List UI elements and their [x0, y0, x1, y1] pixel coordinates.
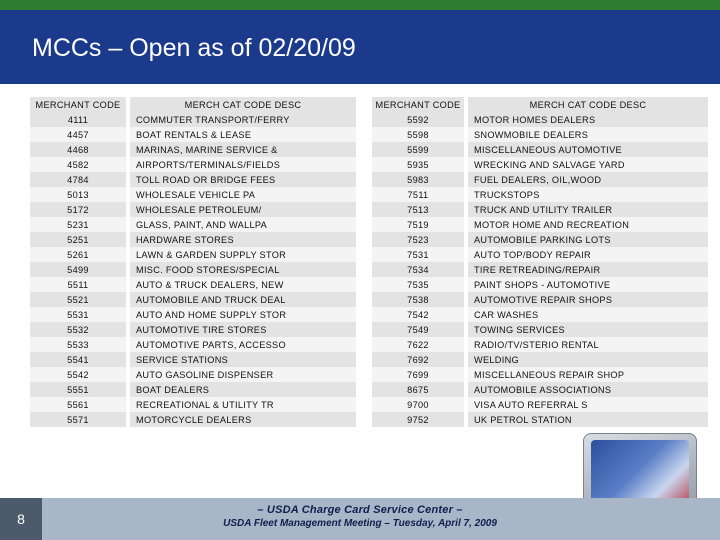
- table-row: [30, 397, 356, 412]
- merchant-desc-cell: AUTOMOBILE PARKING LOTS: [468, 232, 708, 247]
- merchant-desc-cell: AUTOMOTIVE PARTS, ACCESSO: [130, 337, 356, 352]
- table-row: [30, 337, 356, 352]
- merchant-desc-cell: AUTOMOBILE AND TRUCK DEAL: [130, 292, 356, 307]
- merchant-desc-cell: COMMUTER TRANSPORT/FERRY: [130, 112, 356, 127]
- table-row: [30, 277, 356, 292]
- merchant-desc-cell: WELDING: [468, 352, 708, 367]
- top-accent-stripe: [0, 0, 720, 10]
- table-row: [372, 352, 708, 367]
- table-row: [30, 142, 356, 157]
- merchant-code-cell: 4582: [30, 157, 126, 172]
- table-row: [30, 127, 356, 142]
- merchant-desc-cell: AUTOMOTIVE TIRE STORES: [130, 322, 356, 337]
- merchant-code-cell: 5172: [30, 202, 126, 217]
- merchant-desc-cell: UK PETROL STATION: [468, 412, 708, 427]
- merchant-code-cell: 7542: [372, 307, 464, 322]
- merchant-code-cell: 5551: [30, 382, 126, 397]
- merchant-code-cell: 5592: [372, 112, 464, 127]
- merchant-desc-cell: RECREATIONAL & UTILITY TR: [130, 397, 356, 412]
- table-row: [30, 247, 356, 262]
- table-row: [372, 172, 708, 187]
- merchant-code-cell: 5598: [372, 127, 464, 142]
- merchant-desc-cell: AUTO & TRUCK DEALERS, NEW: [130, 277, 356, 292]
- merchant-code-cell: 5511: [30, 277, 126, 292]
- table-row: [372, 277, 708, 292]
- merchant-desc-cell: PAINT SHOPS - AUTOMOTIVE: [468, 277, 708, 292]
- merchant-desc-cell: FUEL DEALERS, OIL,WOOD: [468, 172, 708, 187]
- table-header-row: [372, 97, 708, 112]
- merchant-desc-cell: MOTOR HOMES DEALERS: [468, 112, 708, 127]
- table-row: [372, 187, 708, 202]
- merchant-desc-cell: WRECKING AND SALVAGE YARD: [468, 157, 708, 172]
- merchant-code-cell: 7531: [372, 247, 464, 262]
- merchant-desc-cell: BOAT DEALERS: [130, 382, 356, 397]
- merchant-code-cell: 7513: [372, 202, 464, 217]
- left-table-body: [30, 112, 356, 427]
- slide-header: [0, 10, 720, 84]
- merchant-code-cell: 7692: [372, 352, 464, 367]
- table-row: [30, 412, 356, 427]
- table-header-row: [30, 97, 356, 112]
- right-table-body: [372, 112, 708, 427]
- table-row: [372, 397, 708, 412]
- merchant-desc-cell: TIRE RETREADING/REPAIR: [468, 262, 708, 277]
- merchant-desc-cell: MISC. FOOD STORES/SPECIAL: [130, 262, 356, 277]
- merchant-code-cell: 5561: [30, 397, 126, 412]
- page-number: 8: [0, 498, 42, 540]
- merchant-desc-cell: SNOWMOBILE DEALERS: [468, 127, 708, 142]
- table-row: [30, 382, 356, 397]
- table-row: [30, 112, 356, 127]
- table-row: [372, 247, 708, 262]
- merchant-code-cell: 7549: [372, 322, 464, 337]
- table-row: [30, 262, 356, 277]
- merchant-desc-cell: AUTOMOTIVE REPAIR SHOPS: [468, 292, 708, 307]
- merchant-code-header: MERCHANT CODE: [30, 97, 126, 112]
- merchant-desc-cell: AIRPORTS/TERMINALS/FIELDS: [130, 157, 356, 172]
- merchant-code-cell: 5542: [30, 367, 126, 382]
- merchant-code-cell: 5541: [30, 352, 126, 367]
- merchant-desc-cell: AUTOMOBILE ASSOCIATIONS: [468, 382, 708, 397]
- merchant-code-cell: 5251: [30, 232, 126, 247]
- mcc-table-left: [30, 97, 356, 427]
- merchant-desc-cell: TRUCK AND UTILITY TRAILER: [468, 202, 708, 217]
- merchant-code-cell: 5599: [372, 142, 464, 157]
- merchant-code-cell: 5231: [30, 217, 126, 232]
- table-row: [30, 322, 356, 337]
- table-row: [372, 307, 708, 322]
- table-row: [30, 307, 356, 322]
- table-row: [372, 232, 708, 247]
- slide-footer: [0, 498, 720, 540]
- merchant-desc-cell: HARDWARE STORES: [130, 232, 356, 247]
- merchant-code-cell: 5571: [30, 412, 126, 427]
- merch-cat-code-desc-header: MERCH CAT CODE DESC: [468, 97, 708, 112]
- table-row: [30, 292, 356, 307]
- table-row: [372, 202, 708, 217]
- table-row: [372, 127, 708, 142]
- merchant-code-cell: 7511: [372, 187, 464, 202]
- merchant-desc-cell: MISCELLANEOUS REPAIR SHOP: [468, 367, 708, 382]
- merchant-code-cell: 5499: [30, 262, 126, 277]
- merchant-code-cell: 5531: [30, 307, 126, 322]
- merchant-code-cell: 4784: [30, 172, 126, 187]
- table-row: [372, 262, 708, 277]
- merchant-code-cell: 4468: [30, 142, 126, 157]
- merchant-desc-cell: MOTORCYCLE DEALERS: [130, 412, 356, 427]
- table-row: [30, 352, 356, 367]
- merchant-code-cell: 5935: [372, 157, 464, 172]
- table-row: [372, 157, 708, 172]
- merchant-code-cell: 5533: [30, 337, 126, 352]
- merchant-code-cell: 9752: [372, 412, 464, 427]
- merchant-code-cell: 7535: [372, 277, 464, 292]
- merchant-desc-cell: RADIO/TV/STERIO RENTAL: [468, 337, 708, 352]
- merchant-code-cell: 5261: [30, 247, 126, 262]
- merchant-code-cell: 5983: [372, 172, 464, 187]
- table-row: [372, 142, 708, 157]
- table-row: [372, 412, 708, 427]
- merchant-code-cell: 4111: [30, 112, 126, 127]
- merchant-code-cell: 5013: [30, 187, 126, 202]
- merchant-code-cell: 9700: [372, 397, 464, 412]
- footer-organization: – USDA Charge Card Service Center –: [257, 504, 463, 516]
- merchant-code-cell: 5532: [30, 322, 126, 337]
- slide-title: MCCs – Open as of 02/20/09: [32, 34, 356, 62]
- merchant-desc-cell: WHOLESALE VEHICLE PA: [130, 187, 356, 202]
- merchant-desc-cell: TOLL ROAD OR BRIDGE FEES: [130, 172, 356, 187]
- merchant-desc-cell: AUTO AND HOME SUPPLY STOR: [130, 307, 356, 322]
- merchant-desc-cell: VISA AUTO REFERRAL S: [468, 397, 708, 412]
- table-row: [30, 367, 356, 382]
- merchant-code-cell: 7523: [372, 232, 464, 247]
- merchant-desc-cell: TRUCKSTOPS: [468, 187, 708, 202]
- mcc-table-right: [372, 97, 708, 427]
- merchant-desc-cell: MARINAS, MARINE SERVICE &: [130, 142, 356, 157]
- merchant-desc-cell: AUTO TOP/BODY REPAIR: [468, 247, 708, 262]
- merchant-desc-cell: WHOLESALE PETROLEUM/: [130, 202, 356, 217]
- table-row: [372, 292, 708, 307]
- table-row: [372, 367, 708, 382]
- merchant-desc-cell: AUTO GASOLINE DISPENSER: [130, 367, 356, 382]
- merchant-desc-cell: CAR WASHES: [468, 307, 708, 322]
- table-row: [372, 217, 708, 232]
- merchant-desc-cell: GLASS, PAINT, AND WALLPA: [130, 217, 356, 232]
- table-row: [372, 382, 708, 397]
- table-row: [372, 112, 708, 127]
- table-row: [30, 172, 356, 187]
- merchant-desc-cell: TOWING SERVICES: [468, 322, 708, 337]
- merchant-code-cell: 7534: [372, 262, 464, 277]
- table-row: [372, 337, 708, 352]
- table-row: [30, 187, 356, 202]
- merchant-code-cell: 7538: [372, 292, 464, 307]
- merchant-desc-cell: BOAT RENTALS & LEASE: [130, 127, 356, 142]
- table-row: [30, 217, 356, 232]
- merchant-code-cell: 7699: [372, 367, 464, 382]
- merchant-desc-cell: LAWN & GARDEN SUPPLY STOR: [130, 247, 356, 262]
- merchant-desc-cell: MOTOR HOME AND RECREATION: [468, 217, 708, 232]
- merchant-code-cell: 7622: [372, 337, 464, 352]
- merchant-desc-cell: MISCELLANEOUS AUTOMOTIVE: [468, 142, 708, 157]
- merchant-code-header: MERCHANT CODE: [372, 97, 464, 112]
- merchant-code-cell: 7519: [372, 217, 464, 232]
- table-row: [30, 202, 356, 217]
- merch-cat-code-desc-header: MERCH CAT CODE DESC: [130, 97, 356, 112]
- merchant-code-cell: 8675: [372, 382, 464, 397]
- merchant-code-cell: 5521: [30, 292, 126, 307]
- table-row: [30, 157, 356, 172]
- table-row: [30, 232, 356, 247]
- table-row: [372, 322, 708, 337]
- merchant-desc-cell: SERVICE STATIONS: [130, 352, 356, 367]
- merchant-code-cell: 4457: [30, 127, 126, 142]
- footer-meeting: USDA Fleet Management Meeting – Tuesday, April 7, 2009: [223, 518, 497, 529]
